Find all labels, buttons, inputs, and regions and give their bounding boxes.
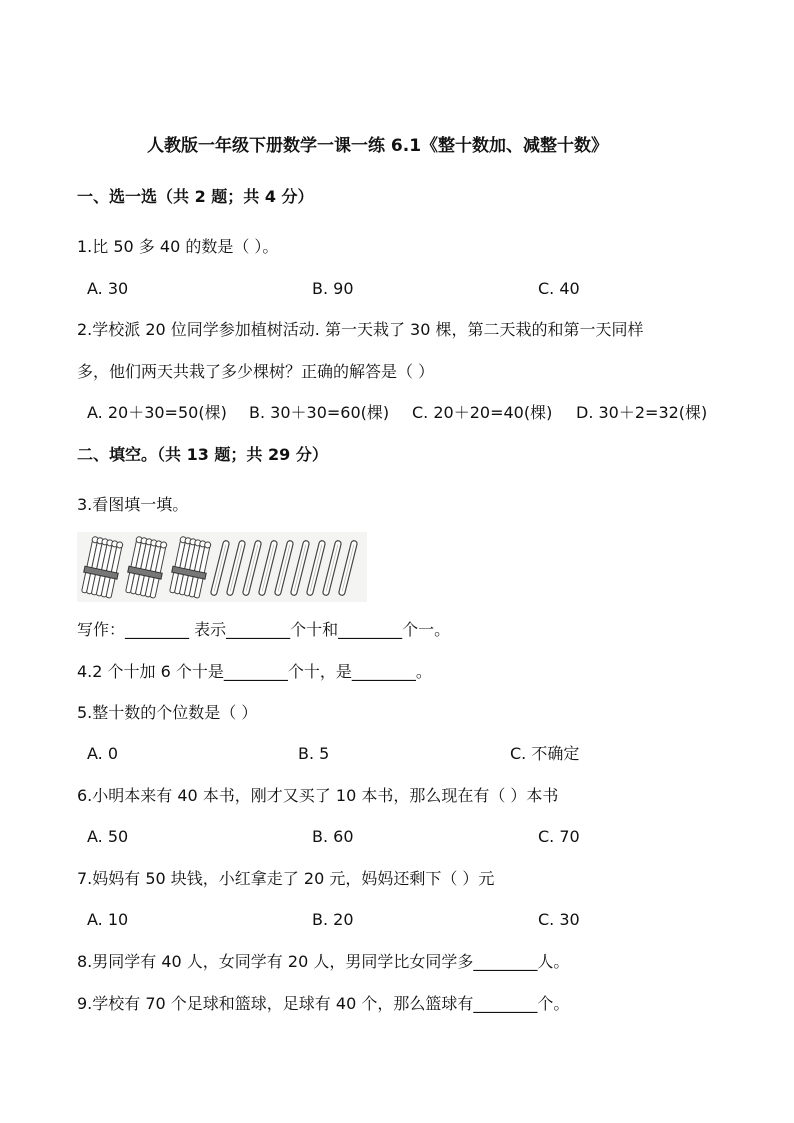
question-3-text: 3.看图填一填。 xyxy=(77,495,189,514)
question-6-option-a: A. 50 xyxy=(87,827,129,846)
question-6-option-b: B. 60 xyxy=(312,827,354,846)
question-5-text: 5.整十数的个位数是（ ） xyxy=(77,703,258,722)
question-1-option-b: B. 90 xyxy=(312,279,354,298)
question-2-option-a: A. 20＋30=50(棵) xyxy=(87,403,227,422)
question-6-text: 6.小明本来有 40 本书，刚才又买了 10 本书，那么现在有（ ）本书 xyxy=(77,786,559,805)
page-title: 人教版一年级下册数学一课一练 6.1《整十数加、减整十数》 xyxy=(147,136,609,156)
question-1-option-c: C. 40 xyxy=(538,279,580,298)
stick-bundles xyxy=(80,536,213,599)
question-7-option-c: C. 30 xyxy=(538,910,580,929)
question-5-option-a: A. 0 xyxy=(87,744,119,763)
question-4-text: 4.2 个十加 6 个十是________个十，是________。 xyxy=(77,662,432,681)
section-1-heading: 一、选一选（共 2 题；共 4 分） xyxy=(77,187,314,206)
question-7-option-a: A. 10 xyxy=(87,910,129,929)
question-9-text: 9.学校有 70 个足球和篮球，足球有 40 个，那么篮球有________个。 xyxy=(77,994,570,1013)
question-2-text-line-2: 多，他们两天共栽了多少棵树？正确的解答是（ ） xyxy=(77,362,435,381)
question-6-option-c: C. 70 xyxy=(538,827,580,846)
question-7-text: 7.妈妈有 50 块钱，小红拿走了 20 元，妈妈还剩下（ ）元 xyxy=(77,869,495,888)
question-5-option-c: C. 不确定 xyxy=(510,744,580,763)
question-8-text: 8.男同学有 40 人，女同学有 20 人，男同学比女同学多________人。 xyxy=(77,952,570,971)
question-2-text-line-1: 2.学校派 20 位同学参加植树活动. 第一天栽了 30 棵，第二天栽的和第一天同样 xyxy=(77,320,644,339)
question-3-answer-line: 写作：________ 表示________个十和________个一。 xyxy=(77,620,451,639)
question-2-option-d: D. 30＋2=32(棵) xyxy=(576,403,708,422)
question-1-option-a: A. 30 xyxy=(87,279,129,298)
counting-sticks-figure xyxy=(77,532,367,602)
question-2-option-c: C. 20＋20=40(棵) xyxy=(412,403,553,422)
section-2-heading: 二、填空。（共 13 题；共 29 分） xyxy=(77,445,328,464)
question-5-option-b: B. 5 xyxy=(298,744,330,763)
question-7-option-b: B. 20 xyxy=(312,910,354,929)
question-1-text: 1.比 50 多 40 的数是（ ）。 xyxy=(77,237,279,256)
question-2-option-b: B. 30＋30=60(棵) xyxy=(249,403,390,422)
